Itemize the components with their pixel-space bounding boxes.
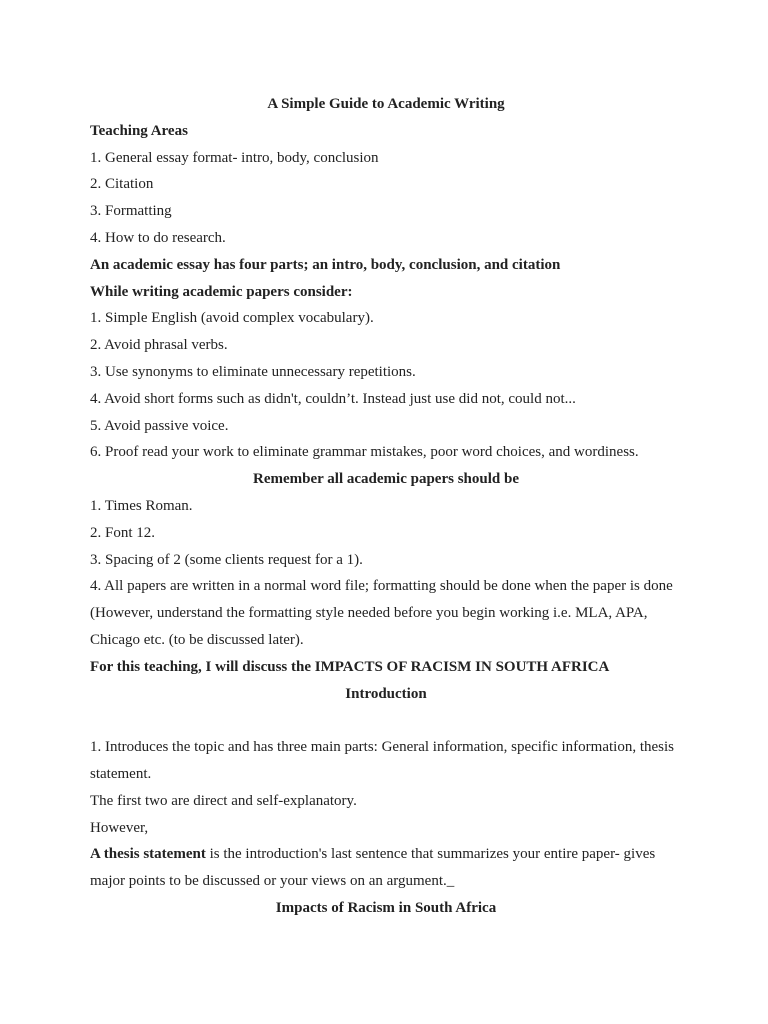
intro-point: 1. Introduces the topic and has three main parts: General information, specific information, thesis statement. (90, 739, 674, 782)
thesis-paragraph (90, 841, 682, 895)
introduction-heading: Introduction (345, 685, 427, 702)
teaching-topic: For this teaching, I will discuss the IMPACTS OF RACISM IN SOUTH AFRICA (90, 658, 610, 675)
list-item: 4. Avoid short forms such as didn't, couldn’t. Instead just use did not, could not... (90, 390, 576, 407)
blank-line (90, 707, 682, 734)
consider-list (90, 305, 682, 466)
list-item: 5. Avoid passive voice. (90, 417, 229, 434)
consider-heading: While writing academic papers consider: (90, 283, 353, 300)
list-item: 3. Use synonyms to eliminate unnecessary repetitions. (90, 363, 416, 380)
list-item: 2. Citation (90, 176, 154, 193)
document-body (90, 91, 682, 922)
thesis-definition: is the introduction's last sentence that summarizes your entire paper- gives major points to be discussed or your views on an argument._ (90, 846, 656, 890)
thesis-term: A thesis statement (90, 846, 206, 863)
list-item: 1. General essay format- intro, body, conclusion (90, 149, 379, 166)
teaching-areas-list (90, 145, 682, 252)
list-item: 1. Simple English (avoid complex vocabulary). (90, 310, 374, 327)
remember-heading: Remember all academic papers should be (253, 471, 519, 488)
list-item: 3. Spacing of 2 (some clients request for a 1). (90, 551, 363, 568)
remember-list (90, 493, 682, 654)
list-item: 4. How to do research. (90, 229, 226, 246)
list-item: 1. Times Roman. (90, 497, 193, 514)
document-title: A Simple Guide to Academic Writing (267, 96, 505, 112)
section-heading: Impacts of Racism in South Africa (275, 899, 497, 916)
list-item: 3. Formatting (90, 203, 172, 220)
however-line: However, (90, 819, 149, 836)
list-item: 2. Font 12. (90, 524, 156, 541)
list-item: 2. Avoid phrasal verbs. (90, 337, 228, 354)
essay-parts-statement: An academic essay has four parts; an intro, body, conclusion, and citation (90, 256, 561, 273)
teaching-areas-heading: Teaching Areas (90, 122, 188, 139)
intro-followup: The first two are direct and self-explanatory. (90, 792, 357, 809)
list-item: 6. Proof read your work to eliminate grammar mistakes, poor word choices, and wordiness. (90, 444, 639, 461)
list-item: 4. All papers are written in a normal word file; formatting should be done when the paper is done (However, understand the formatting style needed before you begin working i.e. MLA, APA, Chicago etc. (to be discussed later). (90, 578, 673, 648)
